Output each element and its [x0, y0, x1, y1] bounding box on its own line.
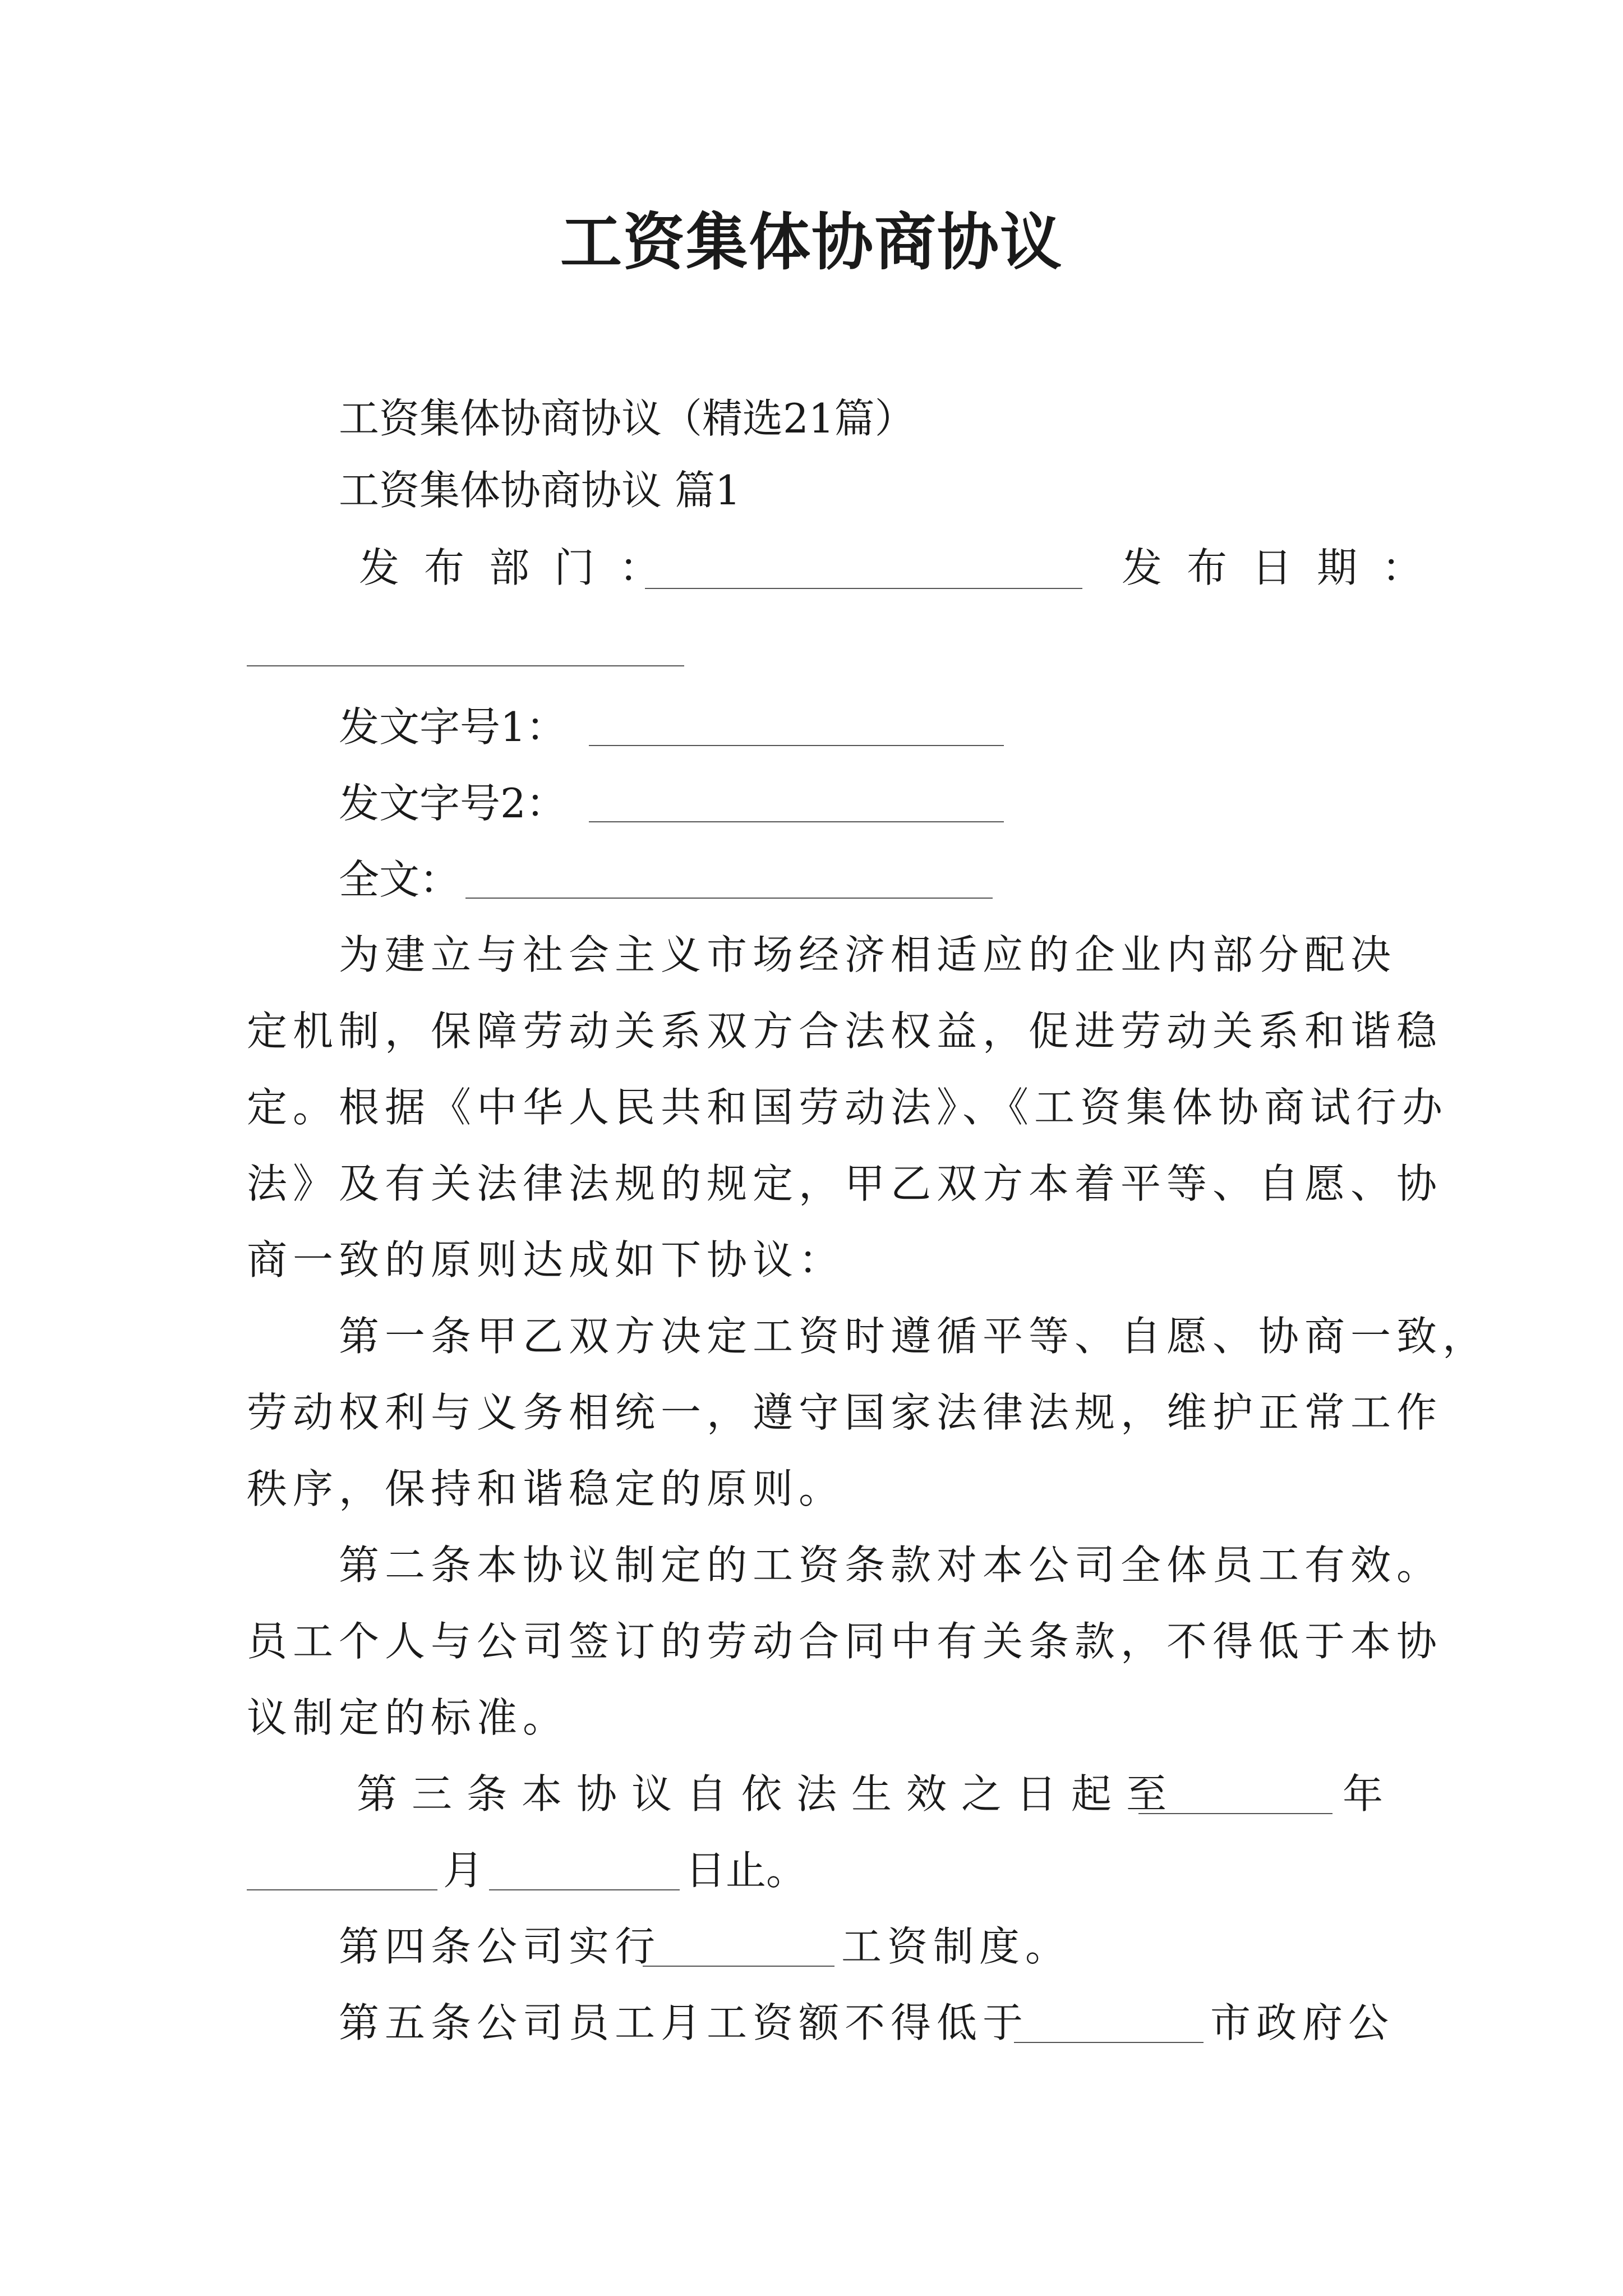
article3-year-blank[interactable] — [1138, 1813, 1332, 1814]
article3-day: 日止。 — [685, 1847, 807, 1894]
article5-text: 第五条公司员工月工资额不得低于 — [339, 1999, 1029, 2046]
article3-month-blank[interactable] — [247, 1889, 437, 1890]
fulltext-label: 全文： — [339, 856, 460, 903]
doc-no2-blank[interactable] — [589, 821, 1004, 822]
doc-no1-blank[interactable] — [589, 745, 1004, 746]
para2-line1: 第一条甲乙双方决定工资时遵循平等、自愿、协商一致， — [339, 1313, 1489, 1360]
fulltext-blank[interactable] — [465, 898, 993, 899]
doc-no1-label: 发文字号1： — [339, 703, 566, 751]
para3-line3: 议制定的标准。 — [247, 1694, 569, 1741]
para1-line3: 定。根据《中华人民共和国劳动法》、《工资集体协商试行办 — [247, 1084, 1449, 1131]
para3-line2: 员工个人与公司签订的劳动合同中有关条款，不得低于本协 — [247, 1618, 1443, 1665]
article4-text: 第四条公司实行 — [339, 1923, 661, 1970]
article3-day-blank[interactable] — [489, 1889, 680, 1890]
article5-text-end: 市政府公 — [1210, 1999, 1395, 2046]
subtitle: 工资集体协商协议（精选21篇） — [339, 395, 915, 442]
doc-no2-label: 发文字号2： — [339, 780, 566, 827]
para1-line4: 法》及有关法律法规的规定，甲乙双方本着平等、自愿、协 — [247, 1160, 1443, 1207]
para1-line1: 为建立与社会主义市场经济相适应的企业内部分配决 — [339, 931, 1397, 978]
article5-blank[interactable] — [1014, 2042, 1204, 2043]
document-title: 工资集体协商协议 — [560, 206, 1063, 278]
para3-line1: 第二条本协议制定的工资条款对本公司全体员工有效。 — [339, 1542, 1443, 1589]
article3-year: 年 — [1343, 1770, 1384, 1818]
date-blank[interactable] — [247, 665, 684, 666]
article3-text: 第三条本协议自依法生效之日起至 — [357, 1770, 1182, 1818]
article4-text-end: 工资制度。 — [841, 1923, 1072, 1970]
para1-line2: 定机制，保障劳动关系双方合法权益，促进劳动关系和谐稳 — [247, 1007, 1443, 1055]
dept-blank[interactable] — [645, 588, 1082, 589]
para2-line2: 劳动权利与义务相统一，遵守国家法律法规，维护正常工作 — [247, 1389, 1443, 1436]
section-heading: 工资集体协商协议 篇1 — [339, 467, 741, 514]
dept-label: 发布部门： — [359, 544, 685, 591]
article4-blank[interactable] — [643, 1966, 834, 1967]
date-label: 发布日期： — [1122, 544, 1447, 591]
para2-line3: 秩序，保持和谐稳定的原则。 — [247, 1465, 845, 1512]
para1-line5: 商一致的原则达成如下协议： — [247, 1236, 845, 1283]
article3-month: 月 — [443, 1847, 484, 1894]
